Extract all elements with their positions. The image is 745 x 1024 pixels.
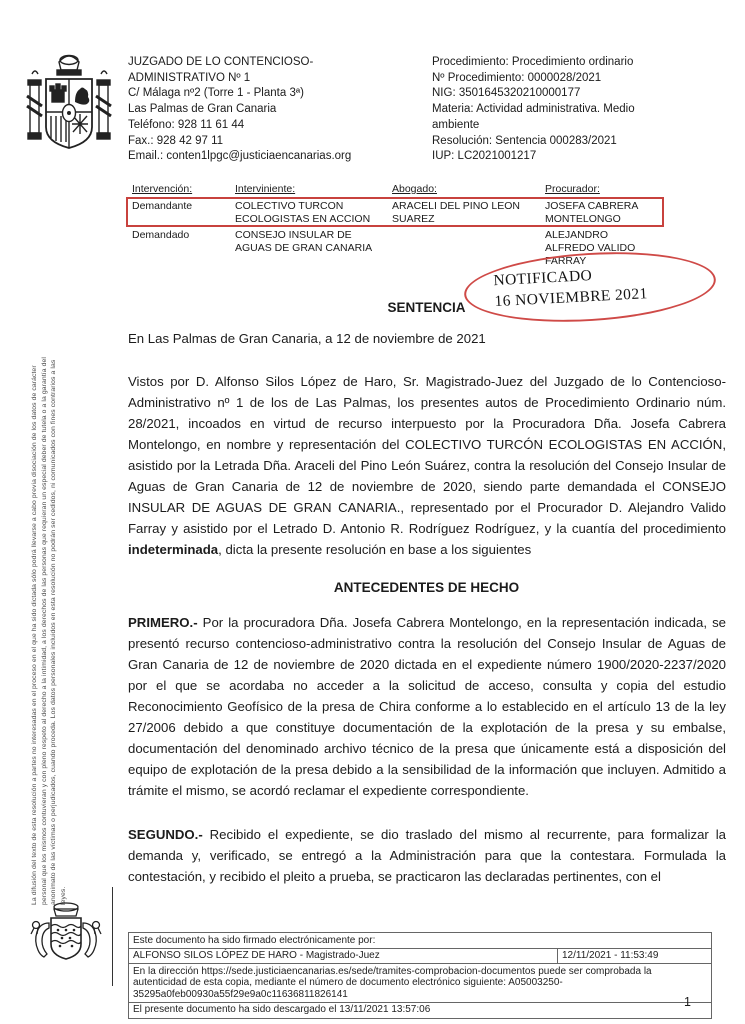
court-name-line: JUZGADO DE LO CONTENCIOSO- [128,56,314,68]
margin-divider-line [112,887,113,986]
footer-verification-text: En la dirección https://sede.justiciaencanarias.es/sede/tramites-comprobacion-documentos puede ser comprobada la autenticidad de esta copia, mediante el número de documento electrónico siguiente: A05003250-35295a0feb00930a55f29e9a0c11636811826141 [129,964,711,1003]
case-header-block [432,55,670,165]
case-nig: NIG: 3501645320210000177 [432,87,581,100]
case-iup: IUP: LC2021001217 [432,150,537,163]
footer-signed-label: Este documento ha sido firmado electrónicamente por: [129,933,711,949]
paragraph-vistos: Vistos por D. Alfonso Silos López de Haro, Sr. Magistrado-Juez del Juzgado de lo Contencioso-Administrativo nº 1 de los de Las Palmas, los presentes autos de Procedimiento Ordinario núm. 28/2021, incoados en virtud de recurso interpuesto por la Procuradora Dña. Josefa Cabrera Montelongo, en nombre y representación del COLECTIVO TURCÓN ECOLOGISTAS EN ACCIÓN, asistido por la Letrada Dña. Araceli del Pino León Suárez, contra la resolución del Consejo Insular de Aguas de Gran Canaria de 12 de noviembre de 2020, siendo parte demandada el CONSEJO INSULAR DE AGUAS DE GRAN CANARIA., representado por el Procurador D. Alejandro Valido Farray y asistido por el Letrado D. Antonio R. Rodríguez Rodríguez, y la cuantía del procedimiento indeterminada, dicta la presente resolución en base a los siguientes [128,374,726,557]
side-note-line: leyes. [59,886,67,905]
cell-interviniente: CONSEJO INSULAR DE AGUAS DE GRAN CANARIA [235,229,373,254]
table-row-demandante [132,199,672,228]
court-phone: Teléfono: 928 11 61 44 [128,118,245,131]
parties-header-row [132,183,672,196]
case-procedure-number: Nº Procedimiento: 0000028/2021 [432,71,602,84]
side-note-line: personal que los mismos contuvieran y con pleno respeto al derecho a la intimidad, a los derechos de las personas que requieran un especial deber de tutela o a la garantía del [40,357,48,905]
side-note-line: La difusión del texto de esta resolución a partes no interesadas en el proceso en el que ha sido dictada sólo podrá llevarse a cabo previa disociación de los datos de carácter [31,365,38,905]
court-fax: Fax.: 928 42 97 11 [128,134,224,147]
court-address: C/ Málaga nº2 (Torre 1 - Planta 3ª) [128,87,304,100]
col-header-interviniente: Interviniente: [235,183,296,195]
signature-footer-table [128,932,712,1019]
court-email: Email.: conten1lpgc@justiciaencanarias.org [128,150,352,163]
col-header-procurador: Procurador: [545,183,600,195]
footer-signer-name: ALFONSO SILOS LÓPEZ DE HARO - Magistrado-Juez [133,950,380,962]
cell-intervencion: Demandado [132,229,190,241]
section-heading-antecedentes: ANTECEDENTES DE HECHO [333,580,520,595]
footer-signer-row [129,949,711,965]
paragraph-primero: PRIMERO.- Por la procuradora Dña. Josefa Cabrera Montelongo, en la representación indicada, se presentó recurso contencioso-administrativo contra la resolución del Consejo Insular de Aguas de Gran Canaria de 12 de noviembre de 2020 dictada en el expediente número 1900/2020-2237/2020 por el que se acordaba no acceder a la solicitud de acceso, consulta y copia del estudio Reconocimiento Geofísico de la presa de Chira conforme a lo establecido en el artículo 13 de la ley 27/2006 debido a que constituye documentación de la explotación de la presa y su embalse, documentación del denominado archivo técnico de la presa que únicamente está a disposición del equipo de explotación de la presa debido a la sensibilidad de la información que incluyen. Admitido a trámite el mismo, se acordó reclamar el expediente correspondiente. [128,615,726,798]
spain-coat-of-arms-icon [26,52,112,170]
cell-abogado: ARACELI DEL PINO LEON SUAREZ [392,200,520,225]
paragraph-segundo: SEGUNDO.- Recibido el expediente, se dio traslado del mismo al recurrente, para formalizar la demanda y, verificado, se entregó a la Administración para que la contestara. Formulada la contestación, y recibido el pleito a prueba, se practicaron las declaradas pertinentes, con el [128,827,726,884]
cell-procurador: ALEJANDRO ALFREDO VALIDO FARRAY [545,229,636,267]
footer-signed-datetime: 12/11/2021 - 11:53:49 [557,949,711,964]
document-title: SENTENCIA [387,300,466,315]
court-header-block [128,55,428,165]
case-procedure: Procedimiento: Procedimiento ordinario [432,56,634,68]
canary-coat-of-arms-icon [22,901,110,1001]
stamp-line-2: 16 NOVIEMBRE 2021 [494,285,649,311]
footer-downloaded-text: El presente documento ha sido descargado el 13/11/2021 13:57:06 [133,1004,431,1016]
col-header-abogado: Abogado: [392,183,437,195]
cell-interviniente: COLECTIVO TURCON ECOLOGISTAS EN ACCION [235,200,371,225]
court-name-line: ADMINISTRATIVO Nº 1 [128,71,251,84]
side-note-line: anonimato de las víctimas o perjudicados, cuando proceda. Los datos personales incluidos en esta resolución no podrán ser cedidos, ni comunicados con fines contrarios a las [50,359,58,905]
dateline: En Las Palmas de Gran Canaria, a 12 de noviembre de 2021 [128,331,486,346]
page-number: 1 [684,995,691,1009]
col-header-intervencion: Intervención: [132,183,193,195]
court-city: Las Palmas de Gran Canaria [128,103,277,116]
case-resolution: Resolución: Sentencia 000283/2021 [432,134,617,147]
cell-procurador: JOSEFA CABRERA MONTELONGO [545,200,638,225]
confidentiality-side-note [30,183,68,905]
stamp-line-1: NOTIFICADO [493,267,593,290]
case-materia: Materia: Actividad administrativa. Medio ambiente [432,103,635,131]
cell-intervencion: Demandante [132,200,193,212]
